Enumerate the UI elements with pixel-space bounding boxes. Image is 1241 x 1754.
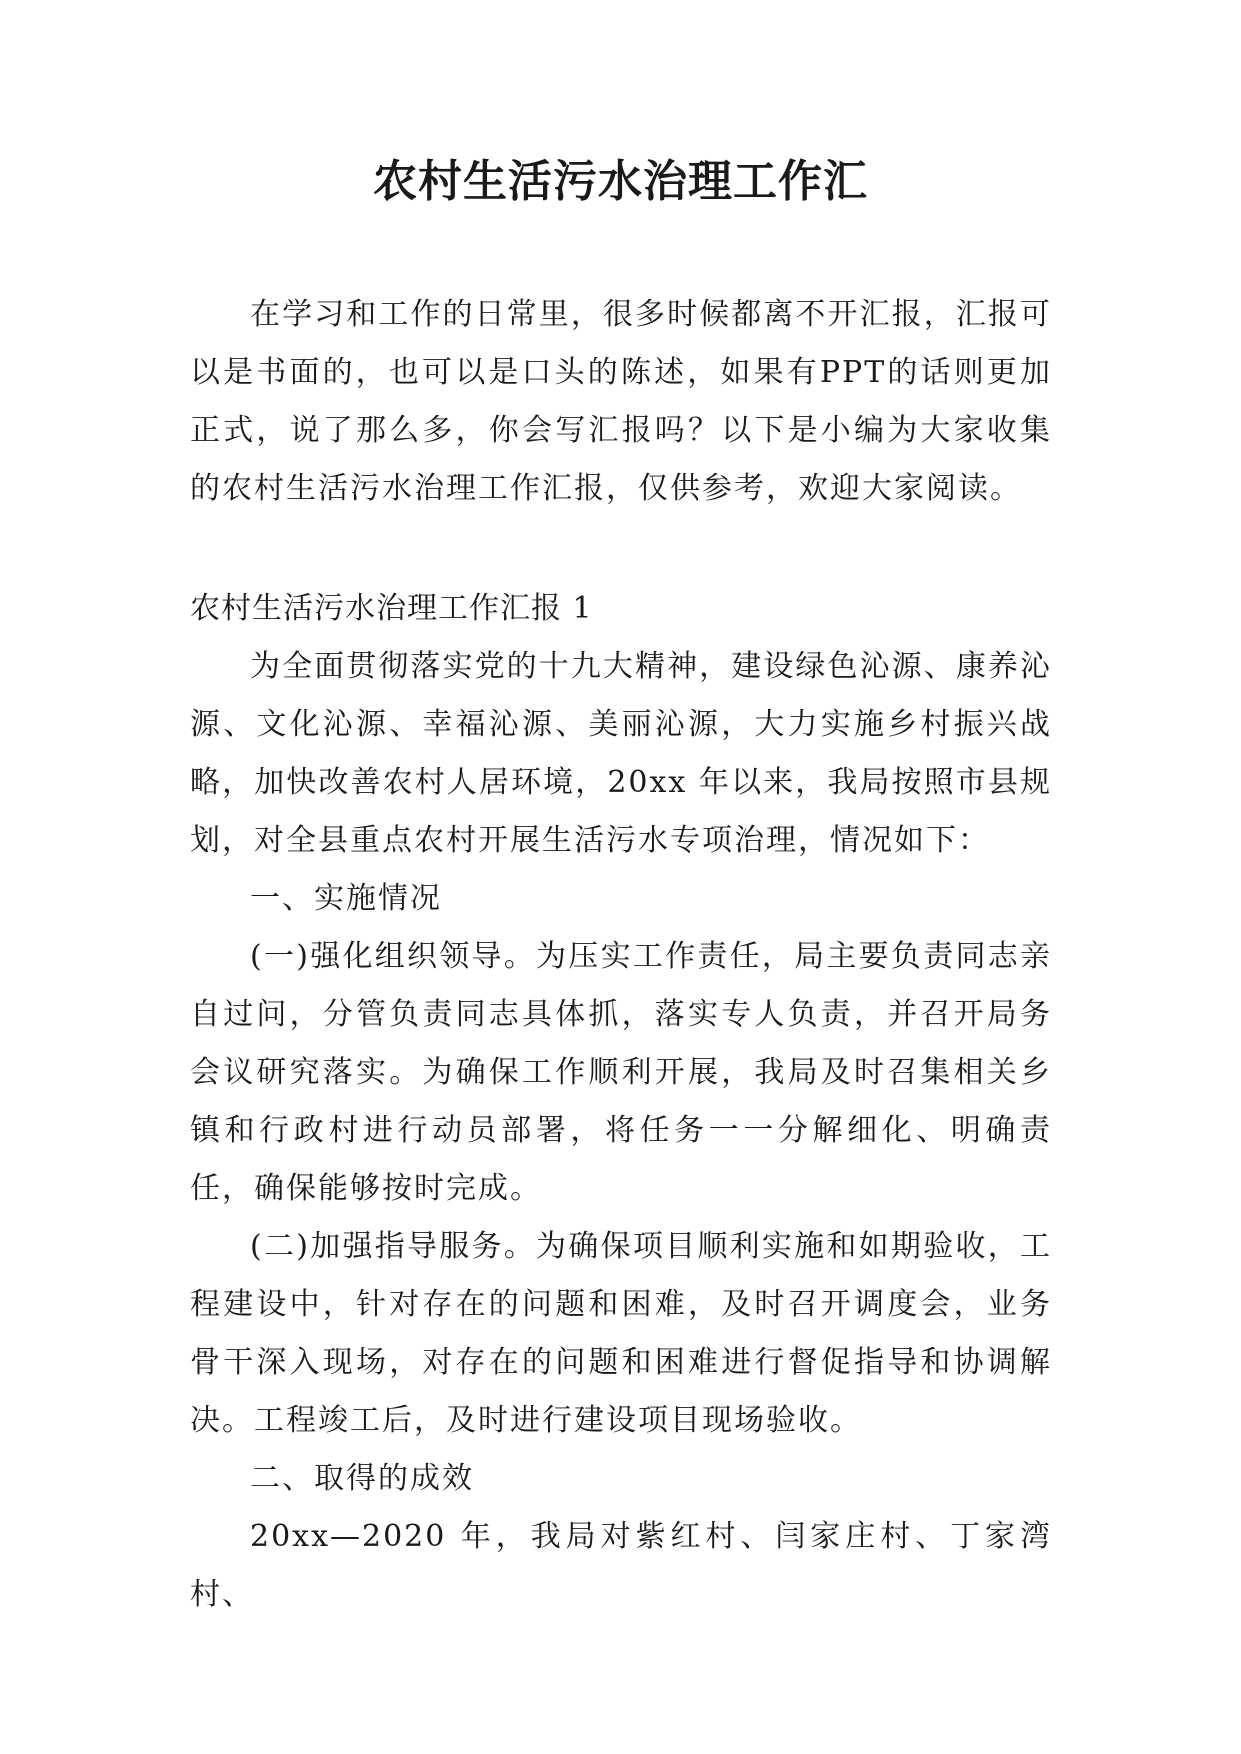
body-paragraph: (一)强化组织领导。为压实工作责任，局主要负责同志亲自过问，分管负责同志具体抓，落实专人负责，并召开局务会议研究落实。为确保工作顺利开展，我局及时召集相关乡镇和行政村进行动员部署，将任务一一分解细化、明确责任，确保能够按时完成。: [190, 939, 1052, 1206]
document-title: 农村生活污水治理工作汇: [373, 156, 868, 207]
body-paragraph: 为全面贯彻落实党的十九大精神，建设绿色沁源、康养沁源、文化沁源、幸福沁源、美丽沁源，大力实施乡村振兴战略，加快改善农村人居环境，20xx 年以来，我局按照市县规划，对全县重点农村开展生活污水专项治理，情况如下：: [190, 649, 1052, 858]
heading-results: 二、取得的成效: [250, 1461, 474, 1496]
body-paragraph: (二)加强指导服务。为确保项目顺利实施和如期验收，工程建设中，针对存在的问题和困难，及时召开调度会，业务骨干深入现场，对存在的问题和困难进行督促指导和协调解决。工程竣工后，及时进行建设项目现场验收。: [190, 1229, 1052, 1438]
document-body: [190, 580, 1052, 1624]
heading-implementation: 一、实施情况: [250, 881, 442, 916]
section-title: 农村生活污水治理工作汇报 1: [190, 591, 593, 626]
body-paragraph: 20xx—2020 年，我局对紫红村、闫家庄村、丁家湾村、: [190, 1519, 1052, 1612]
intro-paragraph: 在学习和工作的日常里，很多时候都离不开汇报，汇报可以是书面的，也可以是口头的陈述，如果有PPT的话则更加正式，说了那么多，你会写汇报吗？以下是小编为大家收集的农村生活污水治理工作汇报，仅供参考，欢迎大家阅读。: [190, 297, 1052, 506]
